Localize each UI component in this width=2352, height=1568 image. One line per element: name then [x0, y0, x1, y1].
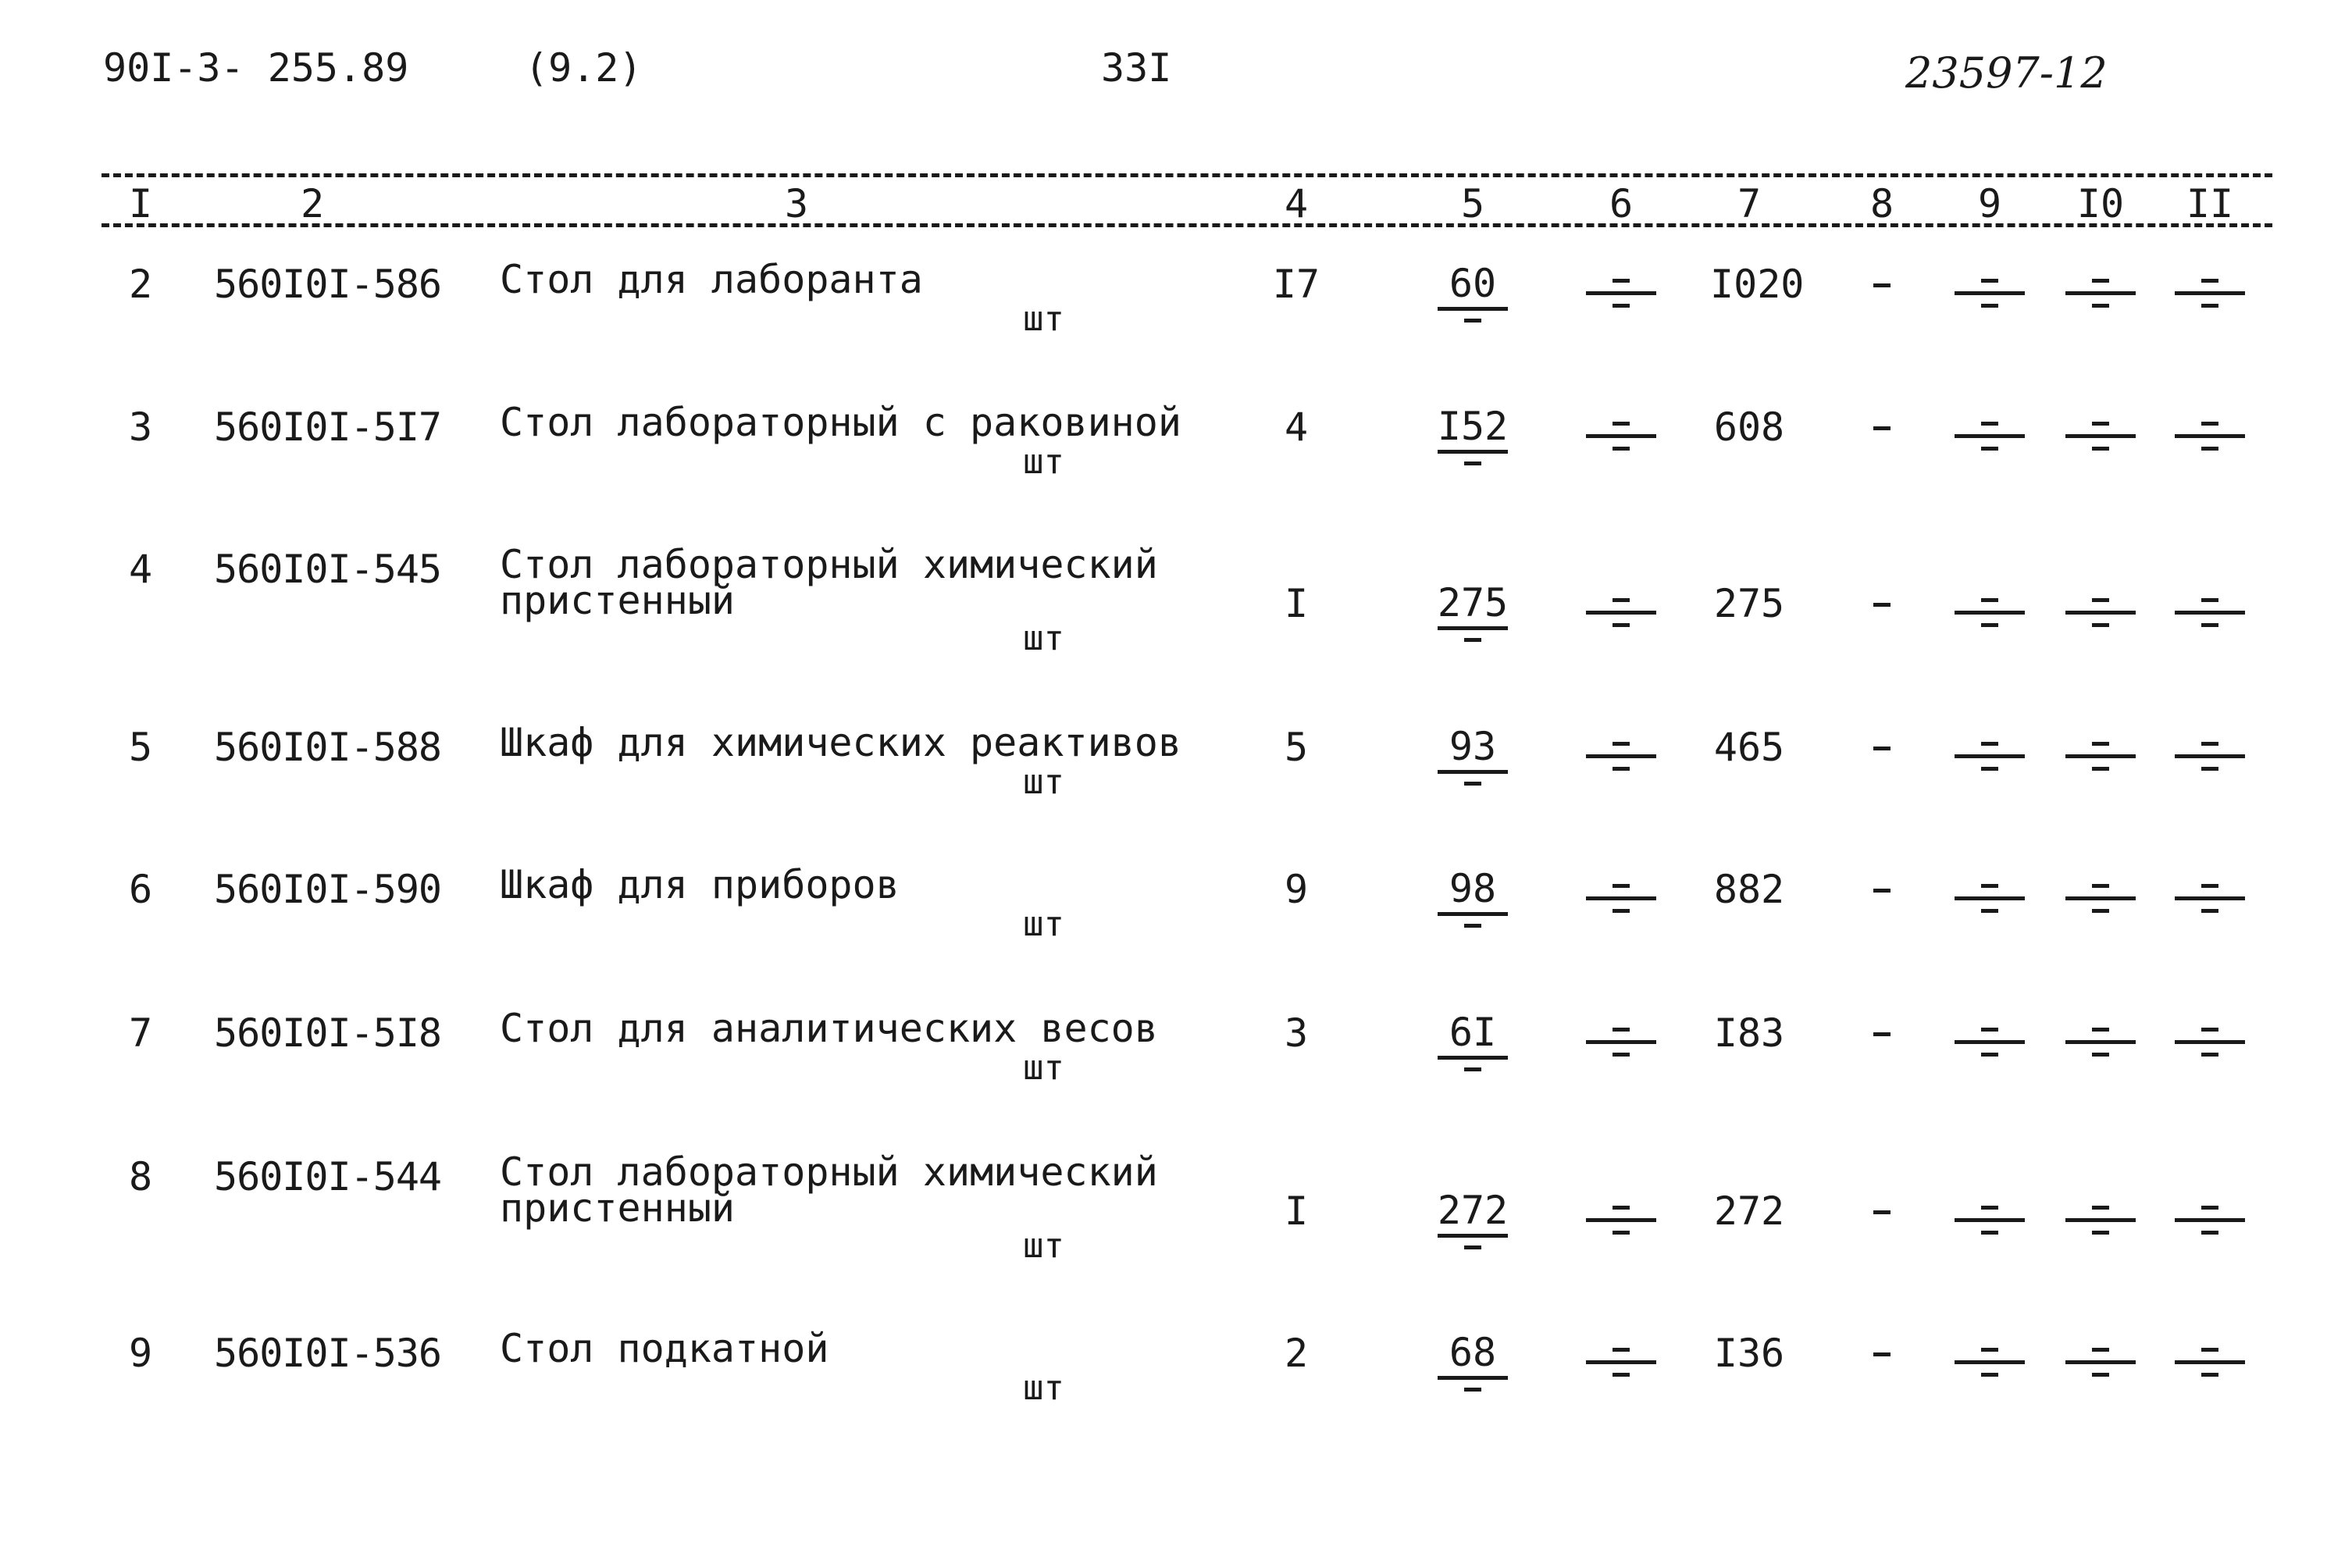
row-number: 8	[128, 1154, 153, 1199]
col11-empty--	[2175, 1348, 2245, 1395]
quantity: 5	[1284, 725, 1309, 770]
fraction-bar	[1955, 754, 2025, 758]
col11-empty--	[2175, 279, 2245, 326]
total-amount: 608	[1713, 404, 1785, 450]
dash-mark	[1464, 319, 1481, 323]
dash-mark	[1613, 1348, 1630, 1352]
column-number-5: 5	[1460, 181, 1485, 226]
fraction-bar	[1438, 626, 1508, 630]
row-number: 2	[128, 262, 153, 307]
quantity: 9	[1284, 867, 1309, 912]
dash-mark	[1464, 1245, 1481, 1249]
fraction-bar	[1586, 1360, 1656, 1364]
row-number: 7	[128, 1010, 153, 1056]
col10-empty--	[2065, 884, 2136, 931]
dash-mark	[2201, 742, 2218, 746]
col6-empty--	[1586, 1206, 1656, 1253]
row-number: 6	[128, 867, 153, 912]
fraction-bar	[2175, 1218, 2245, 1222]
unit-price-value: 275	[1437, 580, 1509, 625]
catalog-code: 560I0I-536	[214, 1331, 442, 1376]
fraction-bar	[1586, 1040, 1656, 1044]
catalog-code: 560I0I-5I7	[214, 404, 442, 450]
description-line: Стол подкатной	[500, 1326, 829, 1371]
fraction-bar	[1586, 1218, 1656, 1222]
dash-mark	[2092, 598, 2109, 602]
fraction-bar	[1955, 434, 2025, 438]
fraction-bar	[1955, 611, 2025, 615]
dash-mark	[1981, 909, 1998, 913]
fraction-bar	[2065, 611, 2136, 615]
unit-of-measure: шт	[1023, 1048, 1064, 1088]
item-description	[500, 400, 1181, 445]
dash-mark	[2092, 884, 2109, 888]
dash-mark	[1613, 909, 1630, 913]
col6-empty--	[1586, 279, 1656, 326]
col11-empty--	[2175, 598, 2245, 645]
dash-mark	[2201, 767, 2218, 771]
dash-mark	[1613, 279, 1630, 283]
fraction-bar	[1586, 611, 1656, 615]
dash-mark	[1613, 1231, 1630, 1235]
dash-mark	[1981, 422, 1998, 426]
col6-empty--	[1586, 1028, 1656, 1074]
item-description	[500, 257, 923, 302]
col10-empty--	[2065, 742, 2136, 789]
col11-empty--	[2175, 422, 2245, 469]
fraction-bar	[1438, 912, 1508, 916]
row-number: 5	[128, 725, 153, 770]
fraction-bar	[2065, 896, 2136, 900]
column-number-2: 2	[300, 181, 325, 226]
fraction-bar	[2065, 291, 2136, 295]
col9-empty--	[1955, 279, 2025, 326]
dash-mark	[2201, 1348, 2218, 1352]
unit-price	[1434, 581, 1512, 642]
dash-mark	[2201, 909, 2218, 913]
col10-empty--	[2065, 1348, 2136, 1395]
dash-mark	[1464, 782, 1481, 786]
dash-mark	[2092, 623, 2109, 627]
item-description	[500, 542, 1158, 623]
description-line: Шкаф для химических реактивов	[500, 720, 1181, 765]
dash-mark	[2201, 623, 2218, 627]
dash-mark	[1981, 598, 1998, 602]
col6-empty--	[1586, 884, 1656, 931]
item-description	[500, 1006, 1158, 1051]
fraction-bar	[1586, 291, 1656, 295]
dash-mark	[2201, 884, 2218, 888]
column-number-10: I0	[2076, 181, 2125, 226]
dash-mark	[2092, 447, 2109, 451]
dash-mark	[2092, 304, 2109, 308]
dash-mark	[2201, 1206, 2218, 1210]
dash-mark	[2201, 447, 2218, 451]
fraction-bar	[1955, 1218, 2025, 1222]
unit-of-measure: шт	[1023, 618, 1064, 658]
col11-empty--	[2175, 1028, 2245, 1074]
dash-mark	[2201, 1053, 2218, 1057]
col9-empty--	[1955, 422, 2025, 469]
dash-mark	[1981, 1348, 1998, 1352]
col6-empty--	[1586, 1348, 1656, 1395]
col9-empty--	[1955, 1348, 2025, 1395]
description-line: пристенный	[500, 1185, 736, 1231]
dash-mark	[1613, 884, 1630, 888]
description-line: Стол лабораторный с раковиной	[500, 400, 1181, 445]
col10-empty--	[2065, 598, 2136, 645]
catalog-code: 560I0I-544	[214, 1154, 442, 1199]
unit-of-measure: шт	[1023, 442, 1064, 482]
col11-empty--	[2175, 742, 2245, 789]
dash-mark	[1613, 1053, 1630, 1057]
dash-mark	[1613, 767, 1630, 771]
item-description	[500, 1149, 1158, 1231]
page-number: 33I	[1101, 45, 1172, 91]
dash-mark	[1613, 422, 1630, 426]
unit-price	[1434, 404, 1512, 465]
dash-mark	[2092, 422, 2109, 426]
unit-price	[1434, 1188, 1512, 1249]
fraction-bar	[2175, 434, 2245, 438]
fraction-bar	[2065, 754, 2136, 758]
fraction-bar	[2065, 1360, 2136, 1364]
dash-mark	[1981, 742, 1998, 746]
fraction-bar	[2175, 611, 2245, 615]
dash-mark	[2092, 909, 2109, 913]
fraction-bar	[2065, 1218, 2136, 1222]
description-line: Стол для аналитических весов	[500, 1006, 1158, 1051]
fraction-bar	[1438, 1376, 1508, 1380]
total-amount: I020	[1710, 262, 1805, 307]
column-number-6: 6	[1609, 181, 1634, 226]
section-number: (9.2)	[525, 45, 643, 91]
catalog-code: 560I0I-588	[214, 725, 442, 770]
header-rule-top	[102, 173, 2272, 177]
unit-price-value: 93	[1449, 724, 1497, 769]
dash-mark	[2092, 1028, 2109, 1032]
inventory-stamp: 23597-12	[1905, 48, 2108, 98]
row-number: 9	[128, 1331, 153, 1376]
description-line: Стол лабораторный химический	[500, 1149, 1158, 1195]
col11-empty--	[2175, 1206, 2245, 1253]
col11-empty--	[2175, 884, 2245, 931]
dash-mark	[2092, 742, 2109, 746]
unit-price	[1434, 262, 1512, 323]
column-number-4: 4	[1284, 181, 1309, 226]
col6-empty--	[1586, 422, 1656, 469]
quantity: 3	[1284, 1010, 1309, 1056]
row-number: 4	[128, 547, 153, 592]
dash-mark	[1981, 1373, 1998, 1377]
column-number-7: 7	[1737, 181, 1762, 226]
dash-mark	[1981, 623, 1998, 627]
catalog-code: 560I0I-5I8	[214, 1010, 442, 1056]
dash-mark	[1613, 1028, 1630, 1032]
dash-mark	[1981, 1231, 1998, 1235]
col10-empty--	[2065, 1028, 2136, 1074]
fraction-bar	[2175, 896, 2245, 900]
dash-mark	[1613, 304, 1630, 308]
column-number-11: II	[2186, 181, 2234, 226]
col8-empty--	[1873, 1352, 1891, 1356]
total-amount: 272	[1713, 1188, 1785, 1234]
total-amount: 882	[1713, 867, 1785, 912]
dash-mark	[2201, 279, 2218, 283]
description-line: Стол лабораторный химический	[500, 542, 1158, 587]
dash-mark	[1981, 1206, 1998, 1210]
row-number: 3	[128, 404, 153, 450]
col9-empty--	[1955, 742, 2025, 789]
unit-price-value: 60	[1449, 261, 1497, 306]
item-description	[500, 862, 900, 907]
fraction-bar	[1955, 1360, 2025, 1364]
unit-price	[1434, 867, 1512, 928]
catalog-code: 560I0I-586	[214, 262, 442, 307]
unit-price-value: I52	[1437, 404, 1509, 449]
dash-mark	[2092, 279, 2109, 283]
col8-empty--	[1873, 426, 1891, 430]
fraction-bar	[1586, 754, 1656, 758]
fraction-bar	[2175, 1040, 2245, 1044]
dash-mark	[1981, 1028, 1998, 1032]
description-line: Стол для лаборанта	[500, 257, 923, 302]
fraction-bar	[2175, 1360, 2245, 1364]
dash-mark	[2201, 1373, 2218, 1377]
unit-of-measure: шт	[1023, 1226, 1064, 1266]
col8-empty--	[1873, 889, 1891, 893]
dash-mark	[1613, 1206, 1630, 1210]
dash-mark	[2201, 1231, 2218, 1235]
fraction-bar	[1586, 434, 1656, 438]
dash-mark	[1464, 461, 1481, 465]
fraction-bar	[2175, 754, 2245, 758]
unit-of-measure: шт	[1023, 904, 1064, 944]
fraction-bar	[1586, 896, 1656, 900]
dash-mark	[1464, 924, 1481, 928]
dash-mark	[2201, 304, 2218, 308]
dash-mark	[2201, 422, 2218, 426]
dash-mark	[1464, 638, 1481, 642]
dash-mark	[2201, 598, 2218, 602]
dash-mark	[2201, 1028, 2218, 1032]
total-amount: 275	[1713, 581, 1785, 626]
col6-empty--	[1586, 742, 1656, 789]
dash-mark	[1613, 1373, 1630, 1377]
col8-empty--	[1873, 603, 1891, 607]
unit-price-value: 98	[1449, 866, 1497, 911]
unit-of-measure: шт	[1023, 762, 1064, 802]
dash-mark	[2092, 1373, 2109, 1377]
dash-mark	[1981, 884, 1998, 888]
unit-price	[1434, 725, 1512, 786]
dash-mark	[1613, 598, 1630, 602]
total-amount: I83	[1713, 1010, 1785, 1056]
col8-empty--	[1873, 747, 1891, 750]
quantity: 2	[1284, 1331, 1309, 1376]
unit-price-value: 6I	[1449, 1010, 1497, 1055]
col10-empty--	[2065, 422, 2136, 469]
fraction-bar	[1438, 450, 1508, 454]
dash-mark	[2092, 1053, 2109, 1057]
col8-empty--	[1873, 1032, 1891, 1036]
col8-empty--	[1873, 283, 1891, 287]
unit-price-value: 272	[1437, 1188, 1509, 1233]
catalog-code: 560I0I-545	[214, 547, 442, 592]
quantity: I	[1284, 1188, 1309, 1234]
dash-mark	[1981, 447, 1998, 451]
dash-mark	[2092, 1231, 2109, 1235]
dash-mark	[1613, 447, 1630, 451]
col9-empty--	[1955, 1028, 2025, 1074]
fraction-bar	[1955, 1040, 2025, 1044]
column-number-8: 8	[1869, 181, 1894, 226]
fraction-bar	[1438, 1234, 1508, 1238]
item-description	[500, 720, 1181, 765]
column-number-3: 3	[784, 181, 809, 226]
fraction-bar	[2175, 291, 2245, 295]
dash-mark	[2092, 1206, 2109, 1210]
fraction-bar	[2065, 1040, 2136, 1044]
dash-mark	[1981, 1053, 1998, 1057]
quantity: I	[1284, 581, 1309, 626]
col9-empty--	[1955, 1206, 2025, 1253]
doc-code: 90I-3- 255.89	[103, 45, 409, 91]
unit-of-measure: шт	[1023, 299, 1064, 339]
dash-mark	[1464, 1067, 1481, 1071]
col6-empty--	[1586, 598, 1656, 645]
total-amount: I36	[1713, 1331, 1785, 1376]
dash-mark	[1613, 623, 1630, 627]
unit-price-value: 68	[1449, 1330, 1497, 1375]
fraction-bar	[1438, 1056, 1508, 1060]
item-description	[500, 1326, 829, 1371]
dash-mark	[1981, 767, 1998, 771]
fraction-bar	[1438, 307, 1508, 311]
quantity: 4	[1284, 404, 1309, 450]
quantity: I7	[1272, 262, 1320, 307]
column-number-1: I	[128, 181, 153, 226]
column-number-9: 9	[1977, 181, 2002, 226]
col9-empty--	[1955, 884, 2025, 931]
fraction-bar	[1438, 770, 1508, 774]
col10-empty--	[2065, 279, 2136, 326]
unit-of-measure: шт	[1023, 1368, 1064, 1408]
col8-empty--	[1873, 1210, 1891, 1214]
dash-mark	[1464, 1388, 1481, 1392]
catalog-code: 560I0I-590	[214, 867, 442, 912]
unit-price	[1434, 1010, 1512, 1071]
dash-mark	[1981, 279, 1998, 283]
fraction-bar	[1955, 896, 2025, 900]
fraction-bar	[2065, 434, 2136, 438]
description-line: Шкаф для приборов	[500, 862, 900, 907]
col9-empty--	[1955, 598, 2025, 645]
fraction-bar	[1955, 291, 2025, 295]
dash-mark	[2092, 1348, 2109, 1352]
dash-mark	[1981, 304, 1998, 308]
dash-mark	[1613, 742, 1630, 746]
description-line: пристенный	[500, 578, 736, 623]
col10-empty--	[2065, 1206, 2136, 1253]
dash-mark	[2092, 767, 2109, 771]
total-amount: 465	[1713, 725, 1785, 770]
unit-price	[1434, 1331, 1512, 1392]
